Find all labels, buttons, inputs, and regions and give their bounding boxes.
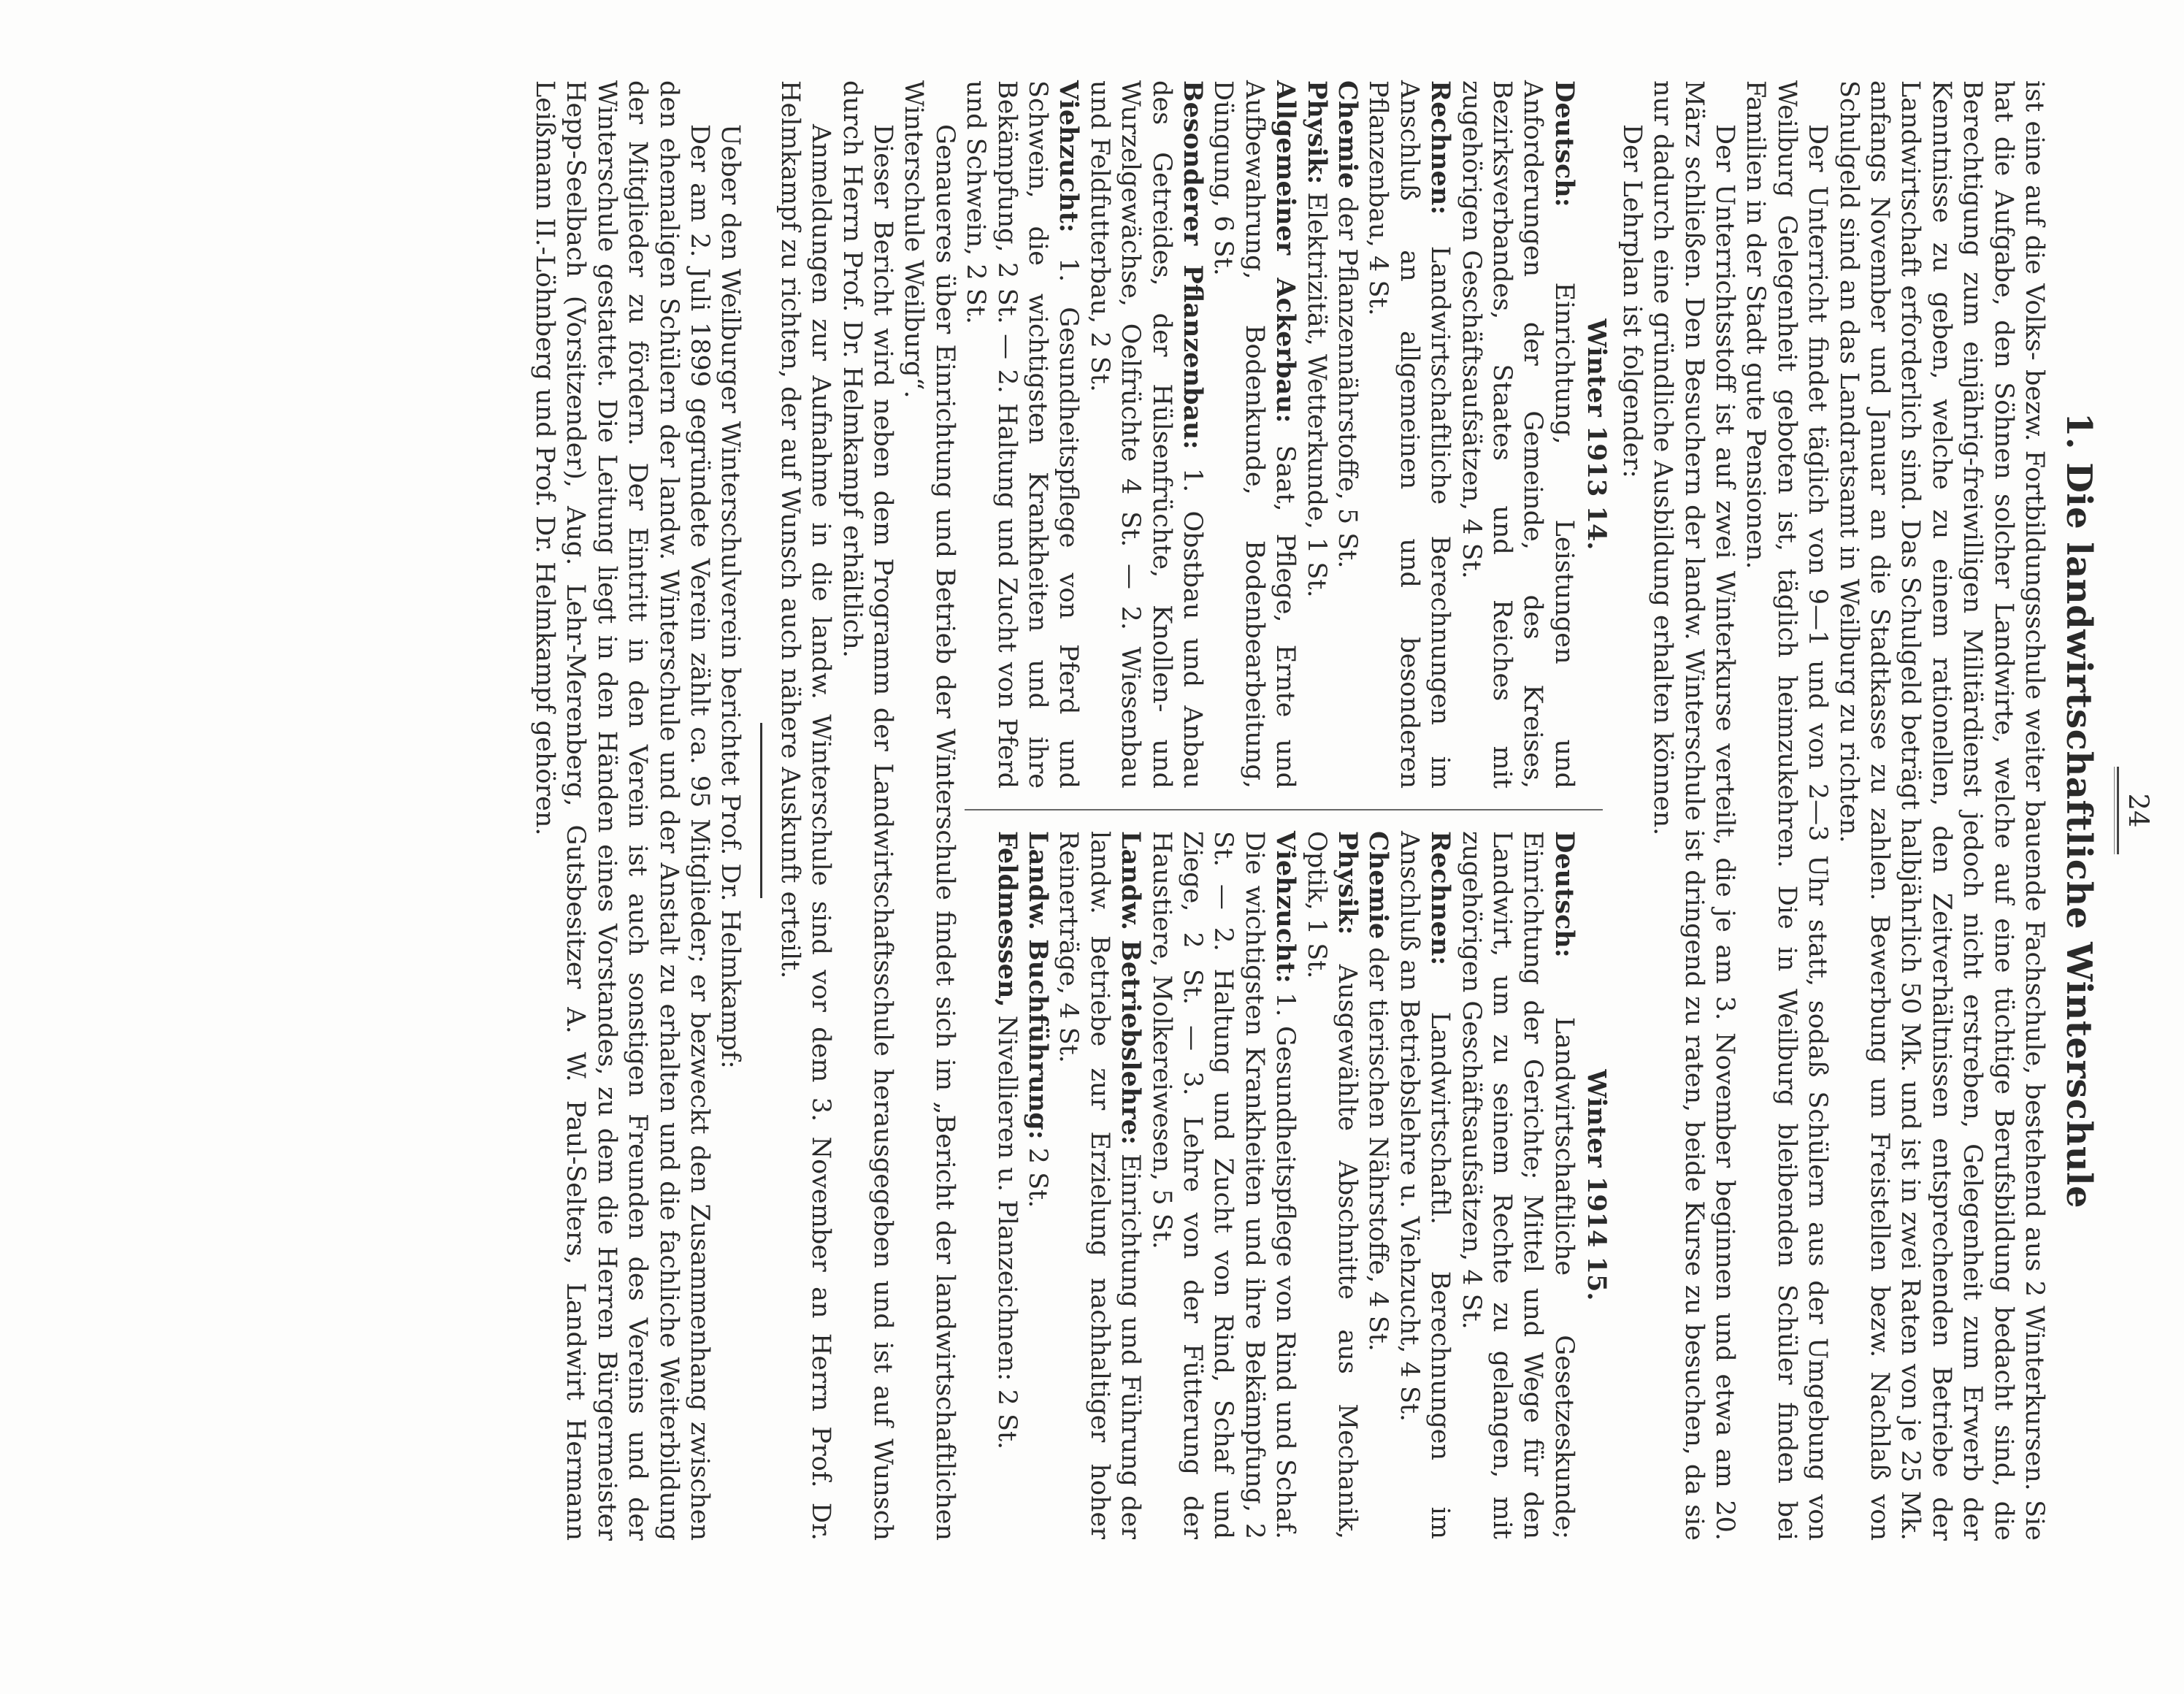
curriculum-entry: Landw. Betriebslehre: Einrichtung und Führung der landw. Betriebe zur Erzielung nachhaltiger hoher Reinerträge, 4 St. — [1054, 831, 1146, 1539]
curriculum-columns — [960, 80, 1614, 1541]
curriculum-entry: Viehzucht: 1. Gesundheitspflege von Rind und Schaf. Die wichtigsten Krankheiten und ihre Bekämpfung, 2 St. — 2. Haltung und Zucht von Rind, Schaf und Ziege, 2 St. — 3. Lehre von der Fütterung der Haustiere, Molkereiwesen, 5 St. — [1146, 831, 1301, 1539]
column-divider — [965, 809, 1603, 810]
intro-paragraph: ist eine auf die Volks- bezw. Fortbildungsschule weiter bauende Fachschule, bestehend aus 2 Winterkursen. Sie hat die Aufgabe, den Söhnen solcher Landwirte, welche auf eine tüchtige Berufsbildung bedacht sind, die Berechtigung zum einjährig-freiwilligen Militärdienst jedoch nicht erstreben, Gelegenheit zum Erwerb der Kenntnisse zu geben, welche zu einem rationellen, den Zeitverhältnissen entsprechenden Betriebe der Landwirtschaft erforderlich sind. Das Schulgeld beträgt halbjährlich 50 Mk. und ist in zwei Raten von je 25 Mk. anfangs November und Januar an die Stadtkasse zu zahlen. Bewerbung um Freistellen bezw. Nachlaß von Schulgeld sind an das Landratsamt in Weilburg zu richten. — [1834, 80, 2049, 1541]
winter-1914-column — [960, 831, 1614, 1539]
curriculum-entry: Deutsch: Landwirtschaftliche Gesetzeskunde; Einrichtung der Gerichte; Mittel und Wege für den Landwirt, um zu seinem Rechte zu gelangen, mit zugehörigen Geschäftsaufsätzen, 4 St. — [1456, 831, 1579, 1539]
verein-paragraph: Der am 2. Juli 1899 gegründete Verein zählt ca. 95 Mitglieder; er bezweckt den Zusammenhang zwischen den ehemaligen Schülern der landw. Winterschule und der Anstalt zu erhalten und die fachliche Weiterbildung der Mitglieder zu fördern. Der Eintritt in den Verein ist auch sonstigen Freunden des Vereins und der Winterschule gestattet. Die Leitung liegt in den Händen eines Vorstandes, zu dem die Herren Bürgermeister Hepp-Seelbach (Vorsitzender), Aug. Lehr-Merenberg, Gutsbesitzer A. W. Paul-Selters, Landwirt Hermann Leißmann II.-Löhnberg und Prof. Dr. Helmkampf gehören. — [529, 80, 714, 1541]
page-number-ornament — [2114, 767, 2119, 854]
curriculum-entry: Rechnen: Landwirtschaftl. Berechnungen im Anschluß an Betriebslehre u. Viehzucht, 4 St. — [1394, 831, 1456, 1539]
report-paragraph: Genaueres über Einrichtung und Betrieb der Winterschule findet sich im „Bericht der landwirtschaftlichen Winterschule Weilburg“. — [899, 80, 959, 1541]
curriculum-entry: Physik: Ausgewählte Abschnitte aus Mechanik, Optik, 1 St. — [1301, 831, 1363, 1539]
column-heading: Winter 1914 15. — [1582, 1069, 1612, 1301]
section-divider — [760, 723, 762, 898]
intro-paragraph: Der Unterrichtsstoff ist auf zwei Winterkurse verteilt, die je am 3. November beginnen und etwa am 20. März schließen. Den Besuchern der landw. Winterschule ist dringend zu raten, beide Kurse zu besuchen, da sie nur dadurch eine gründliche Ausbildung erhalten können. — [1648, 80, 1739, 1541]
verein-heading: Ueber den Weilburger Winterschulverein berichtet Prof. Dr. Helmkampf: — [716, 124, 746, 1069]
intro-paragraph: Der Unterricht findet täglich von 9—1 und von 2—3 Uhr statt, sodaß Schülern aus der Umgebung von Weilburg Gelegenheit geboten ist, täglich heimzukehren. Die in Weilburg bleibenden Schüler finden bei Familien in der Stadt gute Pensionen. — [1741, 80, 1833, 1541]
lehrplan-intro: Der Lehrplan ist folgender: — [1617, 124, 1647, 478]
report-paragraph: Dieser Bericht wird neben dem Programm der Landwirtschaftsschule herausgegeben und ist auf Wunsch durch Herrn Prof. Dr. Helmkampf erhältlich. — [837, 80, 897, 1541]
column-heading: Winter 1913 14. — [1582, 318, 1612, 551]
curriculum-entry: Landw. Buchführung: 2 St. — [1023, 831, 1053, 1208]
curriculum-entry: Chemie der Pflanzennährstoffe, 5 St. — [1333, 80, 1363, 569]
winter-1913-column — [960, 80, 1614, 789]
page-number: 24 — [2123, 793, 2154, 828]
curriculum-entry: Chemie der tierischen Nährstoffe, 4 St. — [1363, 831, 1394, 1352]
curriculum-entry: Allgemeiner Ackerbau: Saat, Pflege, Ernte und Aufbewahrung, Bodenkunde, Bodenbearbeitung, Düngung, 6 St. — [1208, 80, 1301, 789]
registration-paragraph: Anmeldungen zur Aufnahme in die landw. Winterschule sind vor dem 3. November an Herrn Prof. Dr. Helmkampf zu richten, der auf Wunsch auch nähere Auskunft erteilt. — [775, 80, 836, 1541]
curriculum-entry: Viehzucht: 1. Gesundheitspflege von Pferd und Schwein, die wichtigsten Krankheiten und ihre Bekämpfung, 2 St. — 2. Haltung und Zucht von Pferd und Schwein, 2 St. — [961, 80, 1084, 789]
curriculum-entry: Deutsch: Einrichtung, Leistungen und Anforderungen der Gemeinde, des Kreises, Bezirksverbandes, Staates und Reiches mit zugehörigen Geschäftsaufsätzen, 4 St. — [1456, 80, 1579, 789]
curriculum-entry: Physik: Elektrizität, Wetterkunde, 1 St. — [1301, 80, 1332, 598]
curriculum-entry: Feldmessen, Nivellieren u. Planzeichnen: 2 St. — [992, 831, 1022, 1450]
curriculum-entry: Besonderer Pflanzenbau: 1. Obstbau und Anbau des Getreides, der Hülsenfrüchte, Knollen- und Wurzelgewächse, Oelfrüchte 4 St. — 2. Wiesenbau und Feldfutterbau, 2 St. — [1084, 80, 1208, 789]
curriculum-entry: Rechnen: Landwirtschaftliche Berechnungen im Anschluß an allgemeinen und besonderen Pflanzenbau, 4 St. — [1363, 80, 1456, 789]
section-title: 1. Die landwirtschaftliche Winterschule — [2058, 412, 2099, 1209]
rotated-page — [529, 80, 2155, 1541]
